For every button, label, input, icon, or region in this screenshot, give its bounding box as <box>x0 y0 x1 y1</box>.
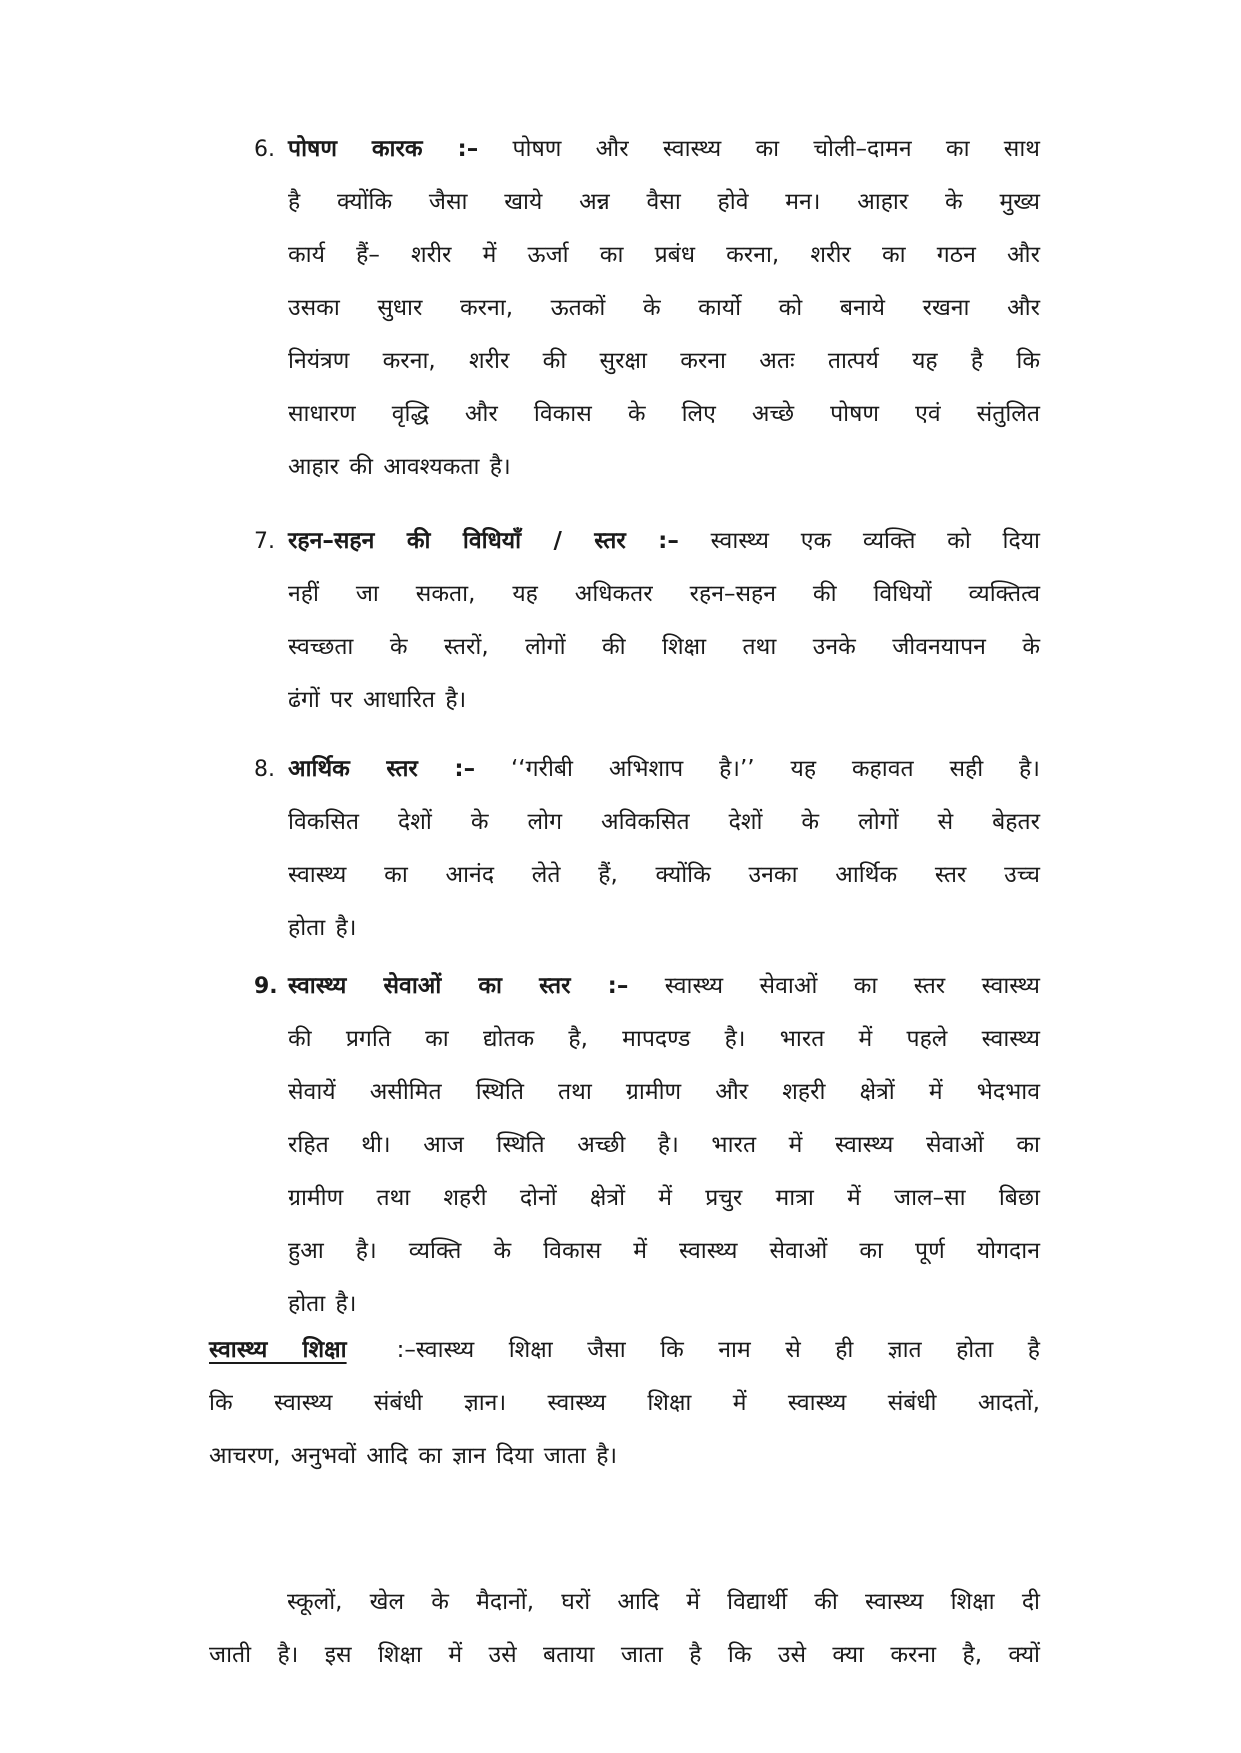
item-text-line: स्वास्थ्य का आनंद लेते हैं, क्योंकि उनका आर्थिक स्तर उच्च <box>288 862 1040 888</box>
item-text-line: नहीं जा सकता, यह अधिकतर रहन–सहन की विधियों व्यक्तित्व <box>288 581 1040 607</box>
item-text-line: हुआ है। व्यक्ति के विकास में स्वास्थ्य सेवाओं का पूर्ण योगदान <box>288 1238 1040 1264</box>
item-number: 8. <box>254 757 275 782</box>
item-heading: रहन–सहन की विधियाँ / स्तर :– <box>288 528 679 554</box>
item-text-line: उसका सुधार करना, ऊतकों के कार्यो को बनाये रखना और <box>288 295 1040 321</box>
item-text: ‘‘गरीबी अभिशाप है।’’ यह कहावत सही है। <box>510 756 1040 782</box>
item-text: पोषण और स्वास्थ्य का चोली–दामन का साथ <box>512 136 1040 162</box>
item-text-line: कार्य हैं– शरीर में ऊर्जा का प्रबंध करना, शरीर का गठन और <box>288 242 1040 268</box>
paragraph-line: जाती है। इस शिक्षा में उसे बताया जाता है कि उसे क्या करना है, क्यों <box>209 1642 1040 1668</box>
item-text-line: आहार की आवश्यकता है। <box>288 454 511 480</box>
item-text-line: होता है। <box>288 915 357 941</box>
item-heading: पोषण कारक :– <box>288 136 479 162</box>
item-text-line: नियंत्रण करना, शरीर की सुरक्षा करना अतः तात्पर्य यह है कि <box>288 348 1040 374</box>
item-number: 9. <box>254 974 278 999</box>
item-text-line: होता है। <box>288 1291 357 1317</box>
item-first-line <box>288 515 1040 568</box>
health-education-paragraph <box>209 1324 1040 1483</box>
closing-paragraph <box>209 1576 1040 1682</box>
paragraph-line: कि स्वास्थ्य संबंधी ज्ञान। स्वास्थ्य शिक्षा में स्वास्थ्य संबंधी आदतों, <box>209 1390 1040 1416</box>
item-text-line: है क्योंकि जैसा खाये अन्न वैसा होवे मन। आहार के मुख्य <box>288 189 1040 215</box>
list-item-economic-status <box>254 743 1040 955</box>
list-item-health-services <box>254 960 1040 1331</box>
paragraph-first-line <box>209 1324 1040 1377</box>
item-text-line: विकसित देशों के लोग अविकसित देशों के लोगों से बेहतर <box>288 809 1040 835</box>
item-text-line: सेवायें असीमित स्थिति तथा ग्रामीण और शहरी क्षेत्रों में भेदभाव <box>288 1079 1040 1105</box>
list-item-nutrition <box>254 123 1040 494</box>
item-first-line <box>288 123 1040 176</box>
item-number: 6. <box>254 137 275 162</box>
item-text: स्वास्थ्य सेवाओं का स्तर स्वास्थ्य <box>664 973 1040 999</box>
item-text-line: स्वच्छता के स्तरों, लोगों की शिक्षा तथा उनके जीवनयापन के <box>288 634 1040 660</box>
item-first-line <box>288 743 1040 796</box>
item-text-line: की प्रगति का द्योतक है, मापदण्ड है। भारत में पहले स्वास्थ्य <box>288 1026 1040 1052</box>
paragraph-text: :–स्वास्थ्य शिक्षा जैसा कि नाम से ही ज्ञात होता है <box>396 1337 1040 1363</box>
list-item-living-standards <box>254 515 1040 727</box>
item-text-line: साधारण वृद्धि और विकास के लिए अच्छे पोषण एवं संतुलित <box>288 401 1040 427</box>
paragraph-first-line <box>209 1576 1040 1629</box>
item-text-line: रहित थी। आज स्थिति अच्छी है। भारत में स्वास्थ्य सेवाओं का <box>288 1132 1040 1158</box>
section-heading: स्वास्थ्य शिक्षा <box>209 1337 347 1363</box>
item-text: स्वास्थ्य एक व्यक्ति को दिया <box>710 528 1040 554</box>
item-text-line: ग्रामीण तथा शहरी दोनों क्षेत्रों में प्रचुर मात्रा में जाल–सा बिछा <box>288 1185 1040 1211</box>
item-first-line <box>288 960 1040 1013</box>
item-number: 7. <box>254 529 275 554</box>
item-heading: स्वास्थ्य सेवाओं का स्तर :– <box>288 973 629 999</box>
paragraph-text: स्कूलों, खेल के मैदानों, घरों आदि में विद्यार्थी की स्वास्थ्य शिक्षा दी <box>287 1589 1040 1615</box>
paragraph-line: आचरण, अनुभवों आदि का ज्ञान दिया जाता है। <box>209 1443 618 1469</box>
item-heading: आर्थिक स्तर :– <box>288 756 476 782</box>
item-text-line: ढंगों पर आधारित है। <box>288 687 467 713</box>
